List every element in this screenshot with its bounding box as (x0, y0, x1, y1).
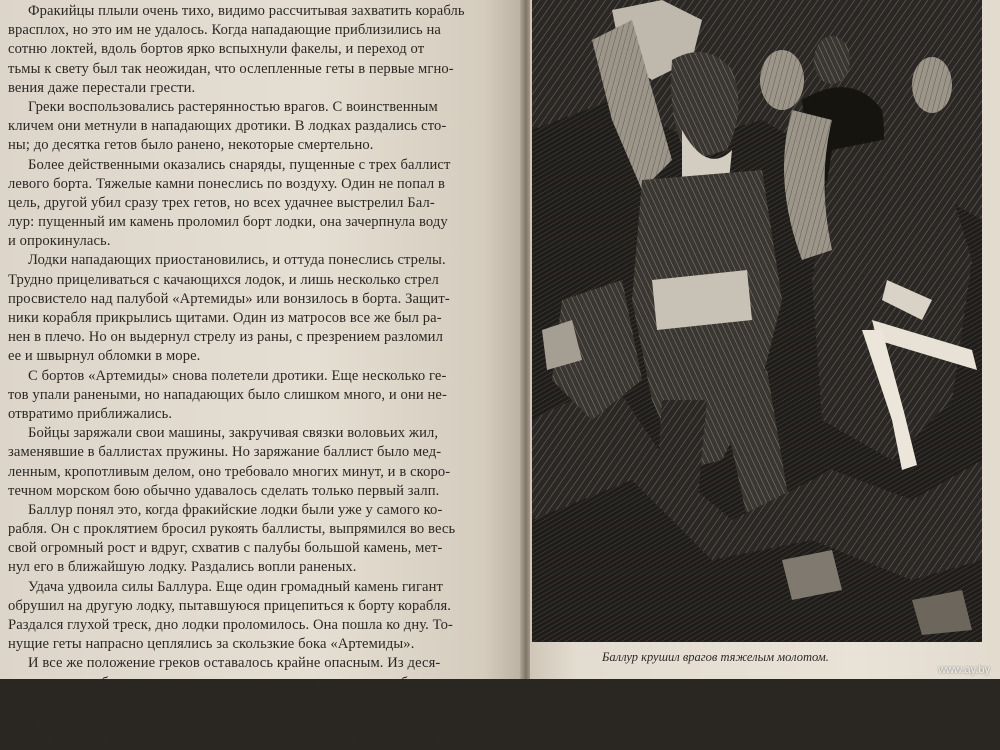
text-line: тьмы к свету был так неожидан, что ослепленные геты в первые мгно- (8, 60, 454, 77)
text-line: ленным, кропотливым делом, оно требовало многих минут, и в скоро- (8, 463, 451, 480)
text-line: заменявшие в баллистах пружины. Но заряжание баллист было мед- (8, 444, 442, 461)
text-line: сотню локтей, вдоль бортов ярко вспыхнули факелы, и переход от (8, 41, 425, 58)
text-line: цель, другой убил сразу трех гетов, но всех удачнее выстрелил Бал- (8, 194, 435, 211)
text-line: ники корабля прикрылись щитами. Один из матросов все же был ра- (8, 310, 442, 326)
text-line: кличем они метнули в нападающих дротики. В лодках раздались сто- (8, 118, 447, 135)
illustration-caption: Баллур крушил врагов тяжелым молотом. (602, 650, 829, 664)
text-line: Бойцы заряжали свои машины, закручивая связки воловьих жил, (28, 425, 439, 442)
right-page (530, 0, 1000, 679)
text-line: ее и швырнул обломки в море. (8, 348, 201, 365)
text-line: тов упали ранеными, но нападающих было слишком много, и они не- (8, 386, 447, 403)
text-line: Удача удвоила силы Баллура. Еще один громадный камень гигант (28, 578, 444, 595)
text-line: рабля. Он с проклятием бросил рукоять баллисты, выпрямился во весь (8, 521, 456, 538)
text-line: Греки воспользовались растерянностью врагов. С воинственным (28, 98, 438, 115)
text-column (8, 2, 508, 750)
text-line: С бортов «Артемиды» снова полетели дротики. Еще несколько ге- (28, 367, 447, 384)
text-line: просвистело над палубой «Артемиды» или вонзилось в борта. Защит- (8, 290, 450, 307)
text-line: И все же положение греков оставалось крайне опасным. Из деся- (28, 655, 441, 672)
text-line: свой огромный рост и вдруг, схватив с палубы большой камень, мет- (8, 540, 443, 557)
text-line: и с правого. (8, 712, 84, 729)
text-line: Раздался глухой треск, дно лодки проломилось. Она пошла ко дну. То- (8, 617, 453, 633)
watermark: www.ay.by (938, 664, 990, 676)
text-line: Баллур понял это, когда фракийские лодки были уже у самого ко- (28, 501, 443, 518)
text-line: Баллур носился по палубе, как яростный бог войны. При трепетном (28, 732, 458, 749)
text-line: врасплох, но это им не удалось. Когда нападающие приблизились на (8, 22, 442, 39)
text-line: Более действенными оказались снаряды, пущенные с трех баллист (28, 156, 451, 173)
text-line: нен в плечо. Но он выдернул стрелу из раны, с презрением разломил (8, 329, 443, 346)
text-line: нущие геты напрасно цеплялись за скользкие бока «Артемиды». (8, 636, 415, 653)
text-line: тка лодок погибли две, и их экипажи вплавь возвращались на берег. (8, 674, 437, 691)
text-line: отвратимо приближались. (8, 405, 173, 422)
text-line: ны; до десятка гетов было ранено, некоторые смертельно. (8, 137, 374, 154)
text-line: обрушил на другую лодку, пытавшуюся прицепиться к борту корабля. (8, 597, 452, 614)
text-line: нул его в ближайшую лодку. Раздались вопли раненых. (8, 559, 357, 576)
text-line: течном морском бою обычно удавалось сделать только первый залп. (8, 482, 440, 499)
illustration (532, 0, 982, 642)
text-line: и опрокинулась. (8, 233, 111, 250)
text-line: левого борта. Тяжелые камни понеслись по воздуху. Один не попал в (8, 175, 445, 192)
text-line: Но остальные окружали судно и с левого борта, обращенного к берегу, (8, 693, 456, 710)
text-line: Фракийцы плыли очень тихо, видимо рассчитывая захватить корабль (28, 3, 465, 19)
text-line: Лодки нападающих приостановились, и оттуда понеслись стрелы. (28, 252, 446, 269)
battle-engraving (532, 0, 982, 642)
text-line: Трудно прицеливаться с качающихся лодок, и лишь несколько стрел (8, 271, 439, 288)
text-line: лур: пущенный им камень проломил борт лодки, она зачерпнула воду (8, 214, 448, 231)
text-line: вения даже перестали грести. (8, 79, 196, 96)
